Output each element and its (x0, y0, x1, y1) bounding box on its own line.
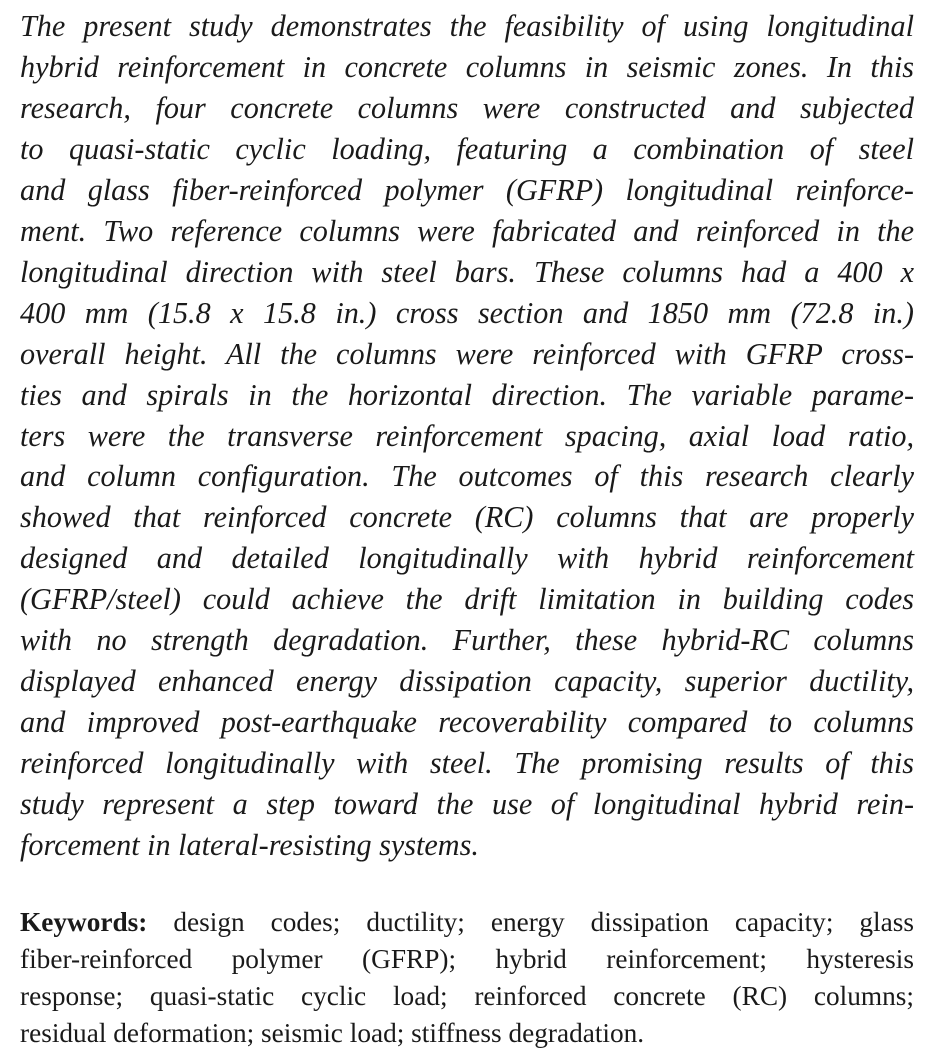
abstract-line: 400 mm (15.8 x 15.8 in.) cross section and 1850 mm (72.8 in.) (20, 295, 914, 330)
abstract-paragraph (20, 6, 914, 866)
abstract-line: ters were the transverse reinforcement spacing, axial load ratio, (20, 418, 914, 453)
abstract-line: and column configuration. The outcomes of this research clearly (20, 459, 914, 494)
abstract-line: hybrid reinforcement in concrete columns in seismic zones. In this (20, 49, 914, 84)
keywords-line (20, 904, 914, 941)
abstract-line: ment. Two reference columns were fabricated and reinforced in the (20, 213, 914, 248)
abstract-line: reinforced longitudinally with steel. The promising results of this (20, 746, 914, 781)
keywords-text: design codes; ductility; energy dissipation capacity; glass (147, 907, 914, 937)
keywords-line: response; quasi-static cyclic load; reinforced concrete (RC) columns; (20, 981, 914, 1012)
abstract-line: showed that reinforced concrete (RC) columns that are properly (20, 500, 914, 535)
abstract-line: (GFRP/steel) could achieve the drift limitation in building codes (20, 582, 914, 617)
abstract-line: and glass fiber-reinforced polymer (GFRP) longitudinal reinforce- (20, 172, 914, 207)
abstract-line: overall height. All the columns were reinforced with GFRP cross- (20, 336, 914, 371)
keywords-label: Keywords: (20, 907, 148, 937)
abstract-line: research, four concrete columns were constructed and subjected (20, 90, 914, 125)
paper-page (20, 6, 914, 1049)
abstract-line: designed and detailed longitudinally with hybrid reinforcement (20, 541, 914, 576)
abstract-line: study represent a step toward the use of longitudinal hybrid rein- (20, 787, 914, 822)
keywords-line: fiber-reinforced polymer (GFRP); hybrid reinforcement; hysteresis (20, 944, 914, 975)
abstract-line: and improved post-earthquake recoverability compared to columns (20, 705, 914, 740)
keywords-paragraph (20, 904, 914, 1052)
abstract-line: The present study demonstrates the feasibility of using longitudinal (20, 9, 914, 43)
abstract-line: ties and spirals in the horizontal direction. The variable parame- (20, 377, 914, 412)
abstract-line: longitudinal direction with steel bars. These columns had a 400 x (20, 254, 914, 289)
abstract-line: displayed enhanced energy dissipation capacity, superior ductility, (20, 664, 914, 699)
abstract-line: forcement in lateral-resisting systems. (20, 828, 479, 863)
keywords-line: residual deformation; seismic load; stiffness degradation. (20, 1018, 645, 1049)
abstract-line: to quasi-static cyclic loading, featuring a combination of steel (20, 131, 914, 166)
abstract-line: with no strength degradation. Further, these hybrid-RC columns (20, 623, 914, 658)
